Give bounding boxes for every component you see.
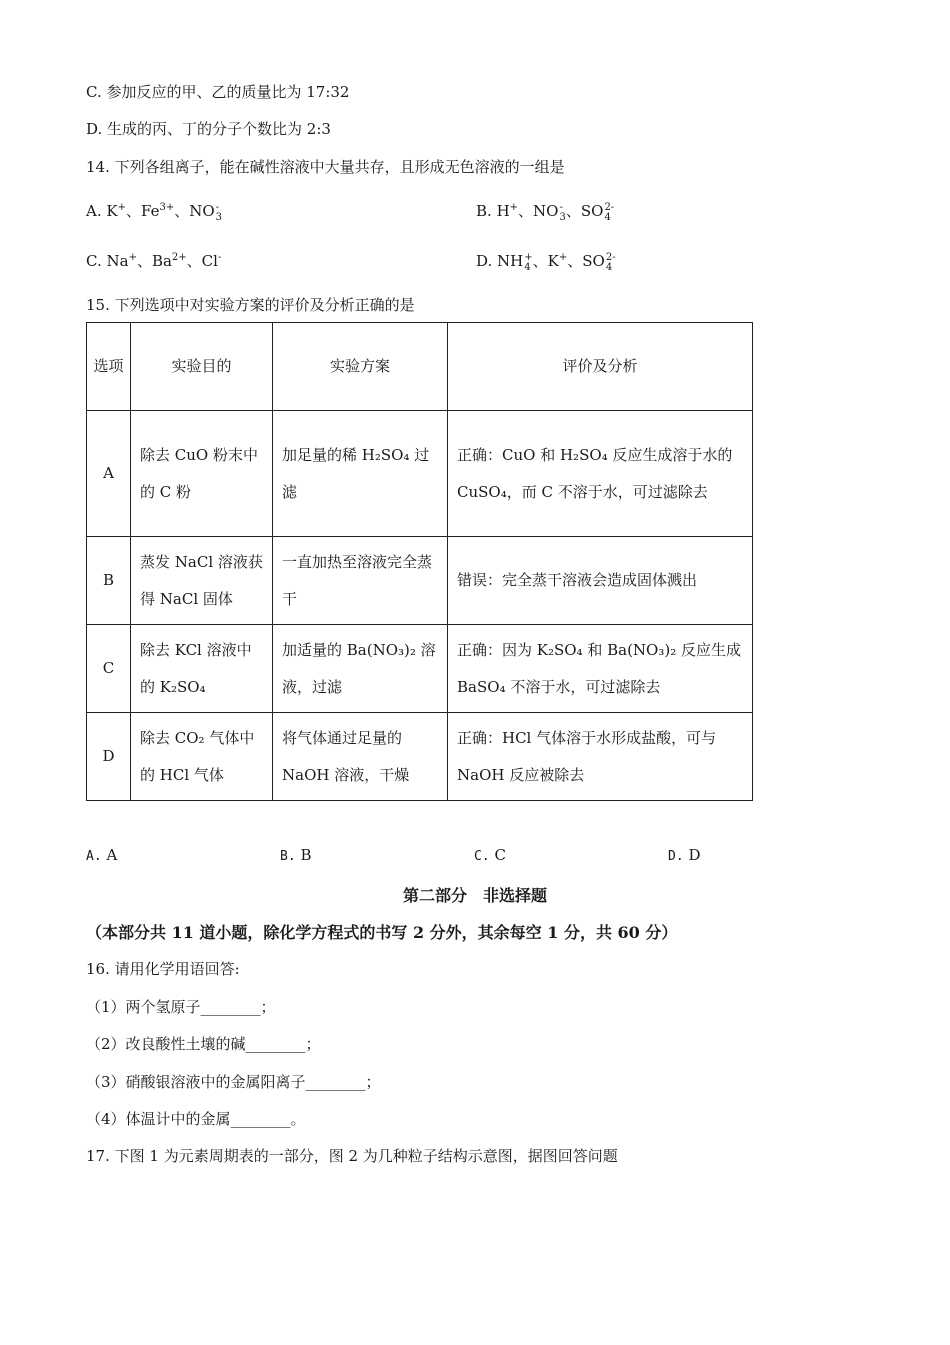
part2-title: 第二部分 非选择题 (402, 886, 547, 905)
row-option: A (87, 411, 131, 537)
row-analysis: 正确：HCl 气体溶于水形成盐酸，可与 NaOH 反应被除去 (448, 713, 753, 801)
row-purpose: 除去 CO₂ 气体中的 HCl 气体 (131, 713, 273, 801)
row-plan: 一直加热至溶液完全蒸干 (273, 537, 448, 625)
row-analysis: 正确：CuO 和 H₂SO₄ 反应生成溶于水的 CuSO₄，而 C 不溶于水，可过滤除去 (448, 411, 753, 537)
q15-stem: 15. 下列选项中对实验方案的评价及分析正确的是 (86, 296, 415, 314)
table-header-row (87, 323, 753, 411)
q16-item-2: （2）改良酸性土壤的碱________； (86, 1035, 321, 1053)
row-purpose: 除去 CuO 粉末中的 C 粉 (131, 411, 273, 537)
table-row (87, 411, 753, 537)
q17-stem: 17. 下图 1 为元素周期表的一部分，图 2 为几种粒子结构示意图，据图回答问题 (86, 1147, 618, 1165)
row-plan: 将气体通过足量的 NaOH 溶液，干燥 (273, 713, 448, 801)
q16-item-4: （4）体温计中的金属________。 (86, 1110, 306, 1128)
row-analysis: 错误：完全蒸干溶液会造成固体溅出 (448, 537, 753, 625)
row-analysis: 正确：因为 K₂SO₄ 和 Ba(NO₃)₂ 反应生成 BaSO₄ 不溶于水，可过滤除去 (448, 625, 753, 713)
row-option: B (87, 537, 131, 625)
q14-option-a: A. K+、$Fe^{3+}$、NO - 3 (86, 202, 223, 223)
header-purpose: 实验目的 (131, 323, 273, 411)
q15-answer-b: B. B (280, 846, 312, 864)
row-purpose: 蒸发 NaCl 溶液获得 NaCl 固体 (131, 537, 273, 625)
table-row (87, 625, 753, 713)
q14-option-d: D. NH + 4 、K+、SO 2- 4 (476, 252, 616, 273)
q15-answer-c: C. C (474, 846, 506, 864)
q15-answer-d: D. D (668, 846, 701, 864)
header-analysis: 评价及分析 (448, 323, 753, 411)
table-row (87, 713, 753, 801)
header-plan: 实验方案 (273, 323, 448, 411)
q14-option-c: C. Na+、$Ba^{2+}$、Cl- (86, 252, 222, 270)
row-option: C (87, 625, 131, 713)
experiment-table (86, 322, 753, 801)
q16-item-3: （3）硝酸银溶液中的金属阳离子________； (86, 1073, 381, 1091)
row-plan: 加足量的稀 H₂SO₄ 过滤 (273, 411, 448, 537)
q13-option-d: D. 生成的丙、丁的分子个数比为 2:3 (86, 120, 331, 138)
q13-option-c: C. 参加反应的甲、乙的质量比为 17:32 (86, 83, 350, 101)
row-option: D (87, 713, 131, 801)
row-plan: 加适量的 Ba(NO₃)₂ 溶液，过滤 (273, 625, 448, 713)
q14-option-b: B. H+、NO - 3 、SO 2- 4 (476, 202, 615, 223)
table-row (87, 537, 753, 625)
q16-item-1: （1）两个氢原子________； (86, 998, 276, 1016)
q14-stem: 14. 下列各组离子，能在碱性溶液中大量共存，且形成无色溶液的一组是 (86, 158, 565, 176)
part2-note: （本部分共 11 道小题，除化学方程式的书写 2 分外，其余每空 1 分，共 60 分） (86, 923, 678, 942)
row-purpose: 除去 KCl 溶液中的 K₂SO₄ (131, 625, 273, 713)
q16-stem: 16. 请用化学用语回答: (86, 960, 240, 978)
header-option: 选项 (87, 323, 131, 411)
q15-answer-a: A. A (86, 846, 118, 864)
